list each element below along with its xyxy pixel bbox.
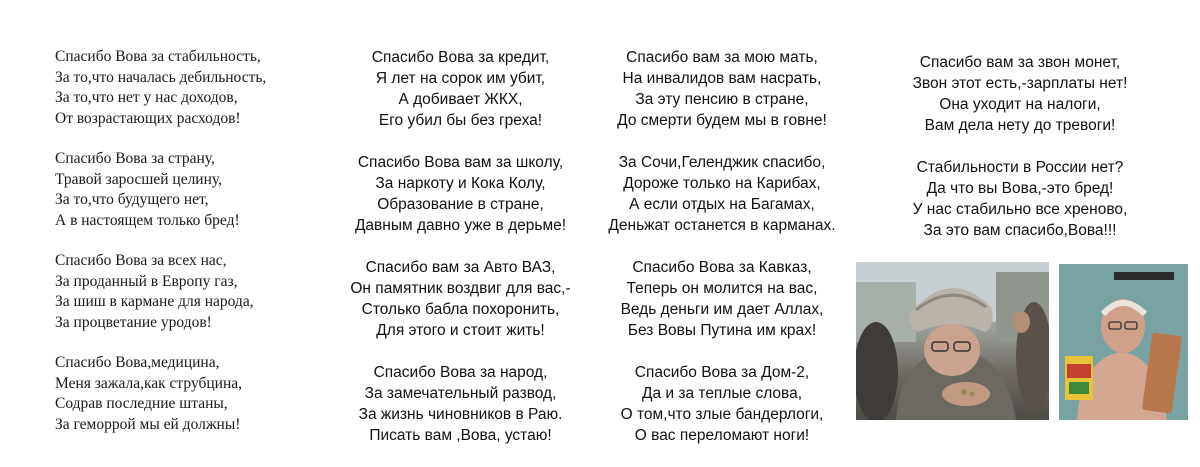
poem-line: Он памятник воздвиг для вас,- [350,280,571,297]
poem-line: Стабильности в России нет? [916,159,1124,176]
poem-line: Спасибо Вова за народ, [373,364,548,381]
poem-line: О том,что злые бандерлоги, [620,406,824,423]
poem-line: За замечательный развод, [364,385,557,402]
poem-line: Деньжат останется в карманах. [608,217,836,234]
stanza [318,362,603,446]
stanza [318,152,603,236]
poem-column-3 [588,47,856,467]
poem-line: За Сочи,Геленджик спасибо, [618,154,826,171]
poem-line: А если отдых на Багамах, [629,196,815,213]
poem-line: Спасибо Вова за страну, [55,150,215,167]
poem-line: За то,что нет у нас доходов, [55,89,238,106]
poem-line: От возрастающих расходов! [55,109,241,127]
poem-line: Дороже только на Карибах, [623,175,821,192]
poem-line: Давным давно уже в дерьме! [354,217,567,234]
stanza [55,149,325,231]
poem-line: Для этого и стоит жить! [376,322,545,339]
poem-line: Спасибо Вова за Дом-2, [634,364,810,381]
old-man-illustration [1059,264,1188,420]
poem-line: Вам дела нету до тревоги! [924,117,1116,134]
poem-line: За геморрой мы ей должны! [55,415,241,433]
photo-old-woman-counting-coins [856,262,1049,420]
poem-line: Столько бабла похоронить, [361,301,560,318]
photo-old-man-holding-brick [1059,264,1188,420]
poem-line: Спасибо Вова за всех нас, [55,252,227,269]
poem-line: Да и за теплые слова, [641,385,803,402]
stanza [55,353,325,435]
poem-line: Спасибо Вова за Кавказ, [632,259,812,276]
poem-line: Спасибо Вова вам за школу, [357,154,564,171]
stanza [588,362,856,446]
poem-line: Спасибо вам за мою мать, [626,49,818,66]
poem-line: Она уходит на налоги, [939,96,1101,113]
stanza [55,251,325,333]
poem-line: Да что вы Вова,-это бред! [926,180,1114,197]
poem-line: Образование в стране, [377,196,544,213]
poem-line: За проданный в Европу газ, [55,272,238,290]
poem-line: Травой заросшей целину, [55,170,222,188]
poem-column-4 [870,52,1170,262]
poem-line: Теперь он молится на вас, [626,280,818,297]
poem-column-1 [55,47,325,455]
poem-line: За процветание уродов! [55,313,212,331]
old-woman-illustration [856,262,1049,420]
poem-line: Писать вам ,Вова, устаю! [369,427,552,444]
poem-line: Его убил бы без греха! [378,112,543,129]
stanza [588,47,856,131]
stanza [588,152,856,236]
stanza [55,47,325,129]
poem-line: Без Вовы Путина им крах! [627,322,817,339]
stanza [870,52,1170,136]
poem-line: А в настоящем только бред! [55,211,240,229]
poem-line: Содрав последние штаны, [55,395,228,412]
stanza [588,257,856,341]
poem-line: За то,что будущего нет, [55,191,209,208]
stanza [870,157,1170,241]
poem-line: Меня зажала,как струбцина, [55,374,243,392]
poem-line: За то,что началась дебильность, [55,68,267,86]
poem-column-2 [318,47,603,467]
poem-line: За наркоту и Кока Колу, [375,175,546,192]
poem-line: На инвалидов вам насрать, [622,70,822,87]
poem-line: Спасибо вам за звон монет, [919,54,1121,71]
poem-line: За жизнь чиновников в Раю. [358,406,563,423]
poem-line: Спасибо Вова,медицина, [55,354,220,371]
poem-line: За шиш в кармане для народа, [55,293,254,310]
poem-line: О вас переломают ноги! [634,427,810,444]
poem-line: Я лет на сорок им убит, [375,70,546,87]
poem-line: За эту пенсию в стране, [635,91,809,108]
poem-line: За это вам спасибо,Вова!!! [923,222,1117,239]
poem-line: Звон этот есть,-зарплаты нет! [912,75,1128,92]
stanza [318,47,603,131]
poem-line: У нас стабильно все хреново, [912,201,1128,218]
poem-line: А добивает ЖКХ, [398,91,523,108]
poem-line: Спасибо Вова за кредит, [371,49,550,66]
stanza [318,257,603,341]
poem-line: Спасибо Вова за стабильность, [55,48,261,65]
poem-line: До смерти будем мы в говне! [617,112,827,129]
poem-line: Спасибо вам за Авто ВАЗ, [365,259,556,276]
poem-line: Ведь деньги им дает Аллах, [620,301,824,318]
